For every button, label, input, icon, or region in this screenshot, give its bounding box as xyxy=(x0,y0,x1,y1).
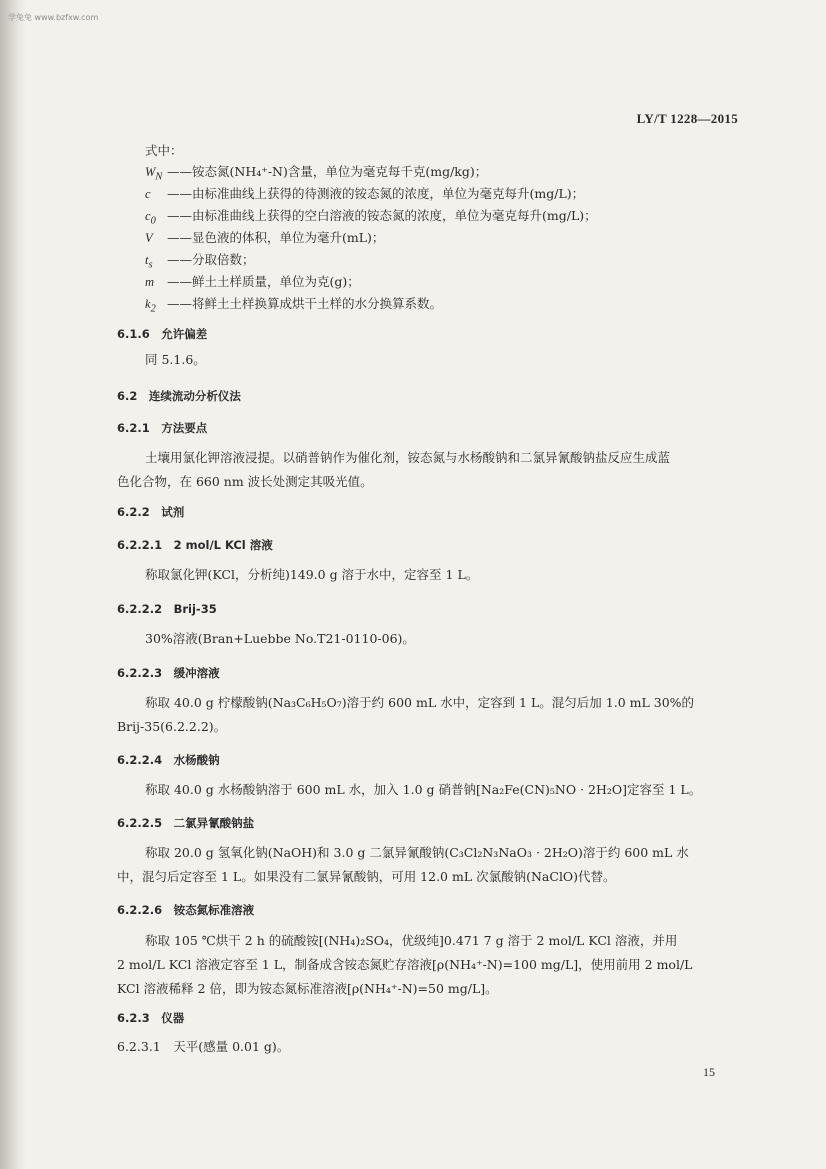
paragraph-line: 称取 20.0 g 氢氧化钠(NaOH)和 3.0 g 二氯异氰酸钠(C₃Cl₂N₃NaO₃ · 2H₂O)溶于约 600 mL 水 xyxy=(145,845,689,860)
paragraph: 30%溶液(Bran+Luebbe No.T21-0110-06)。 xyxy=(145,631,415,646)
variable-row xyxy=(145,274,360,296)
variable-desc: ——由标准曲线上获得的待测液的铵态氮的浓度，单位为毫克每升(mg/L)； xyxy=(167,186,585,201)
paragraph-line: 称取 105 ℃烘干 2 h 的硫酸铵[(NH₄)₂SO₄，优级纯]0.471 7 g 溶于 2 mol/L KCl 溶液，并用 xyxy=(145,933,678,948)
paragraph-line: 称取 40.0 g 柠檬酸钠(Na₃C₆H₅O₇)溶于约 600 mL 水中，定容到 1 L。混匀后加 1.0 mL 30%的 xyxy=(145,695,695,710)
paragraph: 称取 40.0 g 水杨酸钠溶于 600 mL 水，加入 1.0 g 硝普钠[Na₂Fe(CN)₅NO · 2H₂O]定容至 1 L。 xyxy=(145,782,702,797)
variable-desc: ——鲜土土样质量，单位为克(g)； xyxy=(167,274,360,289)
variable-symbol: $t_s$ xyxy=(145,253,153,271)
paragraph: 6.2.3.1 天平(感量 0.01 g)。 xyxy=(117,1039,290,1054)
variable-desc: ——分取倍数； xyxy=(167,252,255,267)
section-heading: 6.2.2.5 二氯异氰酸钠盐 xyxy=(117,816,255,830)
paragraph-line: Brij-35(6.2.2.2)。 xyxy=(117,719,227,734)
section-heading: 6.2.3 仪器 xyxy=(117,1011,185,1025)
variable-symbol: c xyxy=(145,187,151,201)
paragraph-line: 2 mol/L KCl 溶液定容至 1 L，制备成含铵态氮贮存溶液[ρ(NH₄⁺-N)=100 mg/L]，使用前用 2 mol/L xyxy=(117,957,693,972)
where-label: 式中： xyxy=(145,143,183,158)
variable-symbol: m xyxy=(145,275,155,289)
variable-row xyxy=(145,296,442,318)
paragraph-line: KCl 溶液稀释 2 倍，即为铵态氮标准溶液[ρ(NH₄⁺-N)=50 mg/L]。 xyxy=(117,981,498,996)
paragraph: 同 5.1.6。 xyxy=(145,352,206,367)
section-heading: 6.1.6 允许偏差 xyxy=(117,327,208,341)
section-heading: 6.2.2 试剂 xyxy=(117,505,185,519)
paragraph-line: 土壤用氯化钾溶液浸提。以硝普钠作为催化剂，铵态氮与水杨酸钠和二氯异氰酸钠盐反应生成蓝 xyxy=(145,450,671,465)
section-heading: 6.2.2.4 水杨酸钠 xyxy=(117,753,220,767)
section-heading: 6.2.1 方法要点 xyxy=(117,421,208,435)
variable-row xyxy=(145,186,584,208)
watermark: 学兔兔 www.bzfxw.com xyxy=(8,13,99,22)
paragraph: 称取氯化钾(KCl，分析纯)149.0 g 溶于水中，定容至 1 L。 xyxy=(145,567,479,582)
variable-row xyxy=(145,208,597,230)
variable-desc: ——将鲜土土样换算成烘干土样的水分换算系数。 xyxy=(167,296,443,311)
paragraph-line: 中，混匀后定容至 1 L。如果没有二氯异氰酸钠，可用 12.0 mL 次氯酸钠(NaClO)代替。 xyxy=(117,869,616,884)
variable-desc: ——显色液的体积，单位为毫升(mL)； xyxy=(167,230,385,245)
variable-symbol: $W_N$ xyxy=(145,165,163,183)
variable-symbol: V xyxy=(145,231,153,245)
section-heading: 6.2.2.1 2 mol/L KCl 溶液 xyxy=(117,538,273,552)
variable-row xyxy=(145,230,384,252)
section-heading: 6.2 连续流动分析仪法 xyxy=(117,389,241,403)
variable-desc: ——由标准曲线上获得的空白溶液的铵态氮的浓度，单位为毫克每升(mg/L)； xyxy=(167,208,597,223)
section-heading: 6.2.2.3 缓冲溶液 xyxy=(117,666,220,680)
variable-symbol: $c_0$ xyxy=(145,209,156,227)
standard-code: LY/T 1228—2015 xyxy=(636,111,738,126)
variable-symbol: $k_2$ xyxy=(145,297,156,315)
section-heading: 6.2.2.6 铵态氮标准溶液 xyxy=(117,903,255,917)
variable-row xyxy=(145,252,255,274)
variable-desc: ——铵态氮(NH₄⁺-N)含量，单位为毫克每千克(mg/kg)； xyxy=(167,164,488,179)
variable-row xyxy=(145,164,487,186)
page-number: 15 xyxy=(703,1065,715,1079)
binding-shadow xyxy=(0,0,26,1169)
section-heading: 6.2.2.2 Brij-35 xyxy=(117,602,217,616)
paragraph-line: 色化合物，在 660 nm 波长处测定其吸光值。 xyxy=(117,474,373,489)
